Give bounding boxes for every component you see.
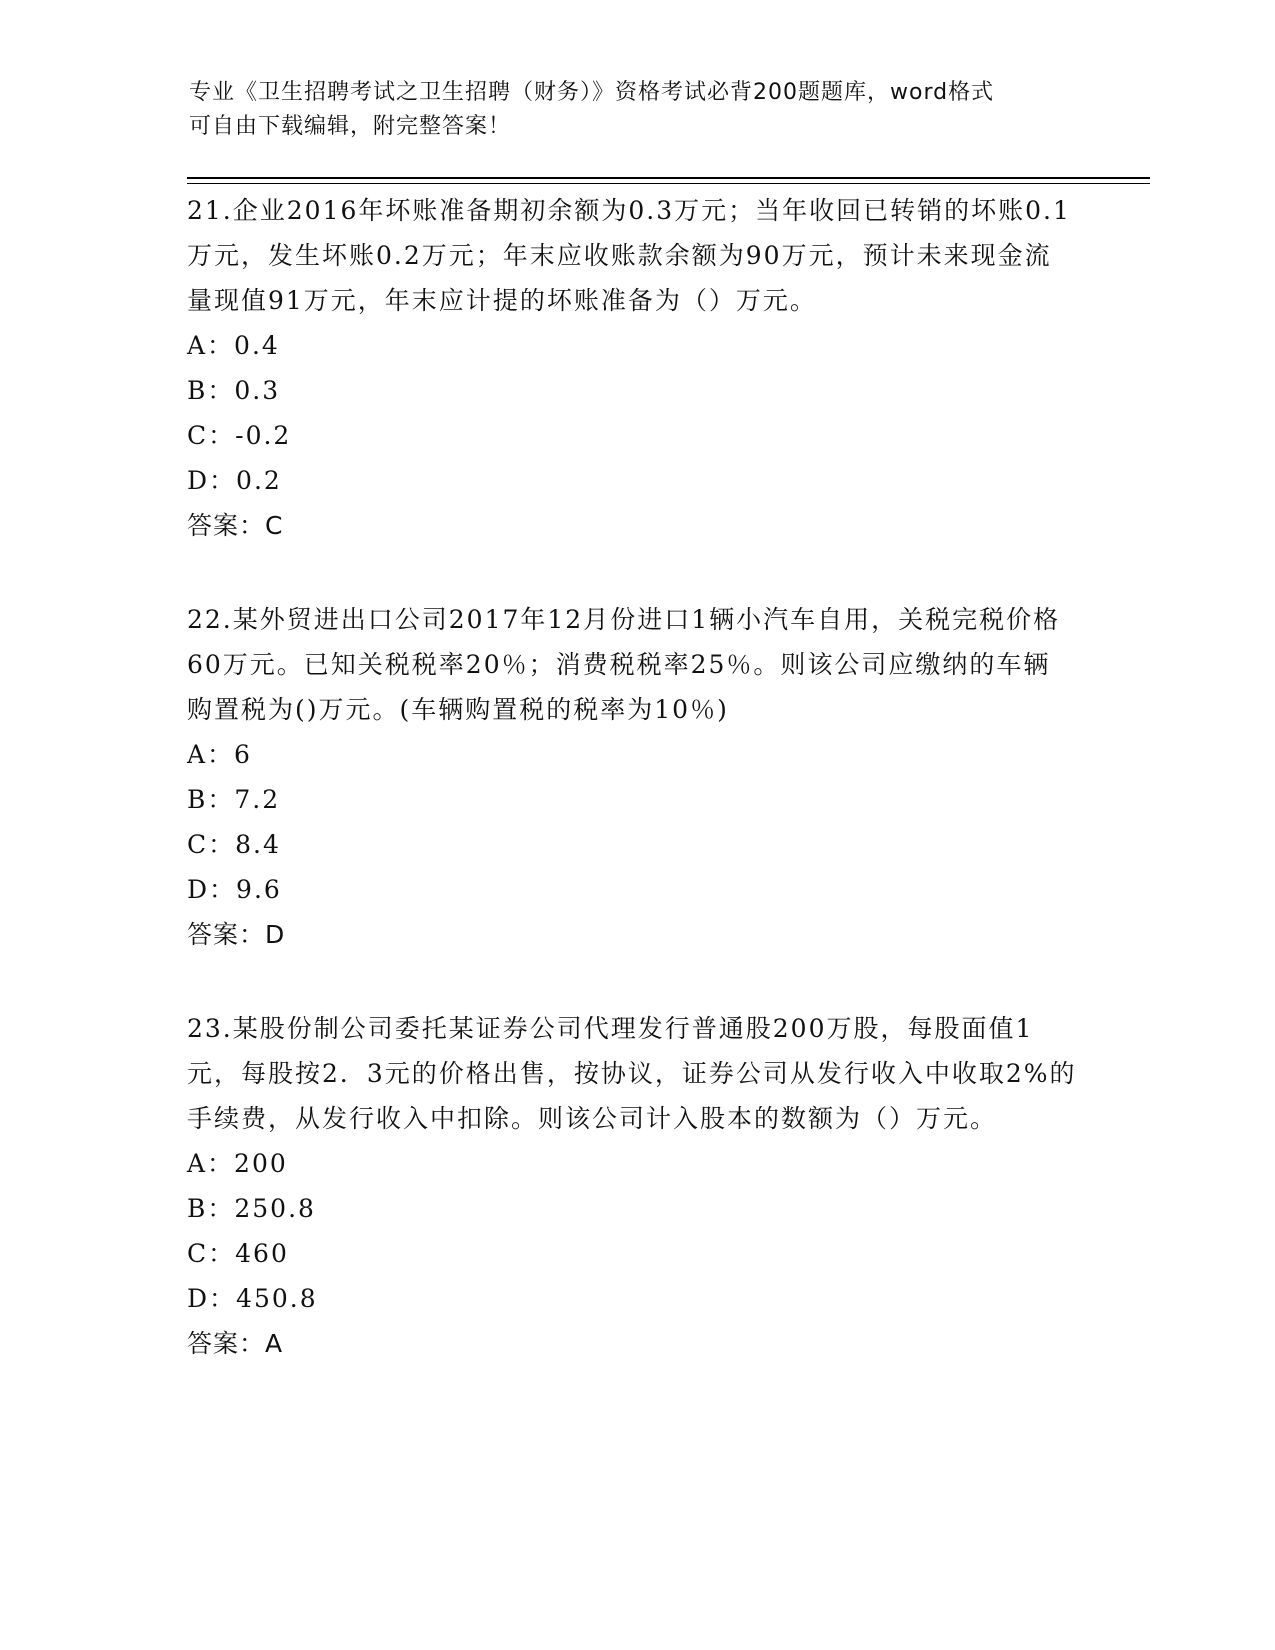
- option-c: C：460: [187, 1239, 289, 1268]
- question-22: [187, 597, 1077, 957]
- option-d: D：0.2: [187, 466, 282, 495]
- answer-line: 答案：C: [187, 511, 284, 540]
- option-a: A：6: [187, 740, 252, 769]
- option-d: D：9.6: [187, 875, 282, 904]
- question-21: [187, 188, 1077, 548]
- option-a: A：0.4: [187, 331, 280, 360]
- option-b: B：0.3: [187, 376, 281, 405]
- question-stem: 23.某股份制公司委托某证券公司代理发行普通股200万股，每股面值1元，每股按2．3元的价格出售，按协议，证券公司从发行收入中收取2%的手续费，从发行收入中扣除。则该公司计入股本的数额为（）万元。: [187, 1014, 1077, 1133]
- option-c: C：-0.2: [187, 421, 292, 450]
- document-header: [189, 76, 1069, 144]
- header-rule-thin: [187, 183, 1150, 184]
- option-d: D：450.8: [187, 1284, 318, 1313]
- question-23: [187, 1006, 1077, 1366]
- option-b: B：7.2: [187, 785, 281, 814]
- option-a: A：200: [187, 1149, 288, 1178]
- header-rule-thick: [187, 177, 1150, 179]
- option-c: C：8.4: [187, 830, 281, 859]
- option-b: B：250.8: [187, 1194, 316, 1223]
- answer-line: 答案：D: [187, 920, 286, 949]
- question-stem: 21.企业2016年坏账准备期初余额为0.3万元；当年收回已转销的坏账0.1万元，发生坏账0.2万元；年末应收账款余额为90万元，预计未来现金流量现值91万元，年末应计提的坏账准备为（）万元。: [187, 196, 1071, 315]
- header-line-1: 专业《卫生招聘考试之卫生招聘（财务）》资格考试必背200题题库，word格式: [189, 80, 995, 105]
- header-line-2: 可自由下载编辑，附完整答案！: [189, 114, 512, 139]
- question-stem: 22.某外贸进出口公司2017年12月份进口1辆小汽车自用，关税完税价格60万元。已知关税税率20％；消费税税率25％。则该公司应缴纳的车辆购置税为()万元。(车辆购置税的税率为10％): [187, 605, 1061, 724]
- answer-line: 答案：A: [187, 1329, 284, 1358]
